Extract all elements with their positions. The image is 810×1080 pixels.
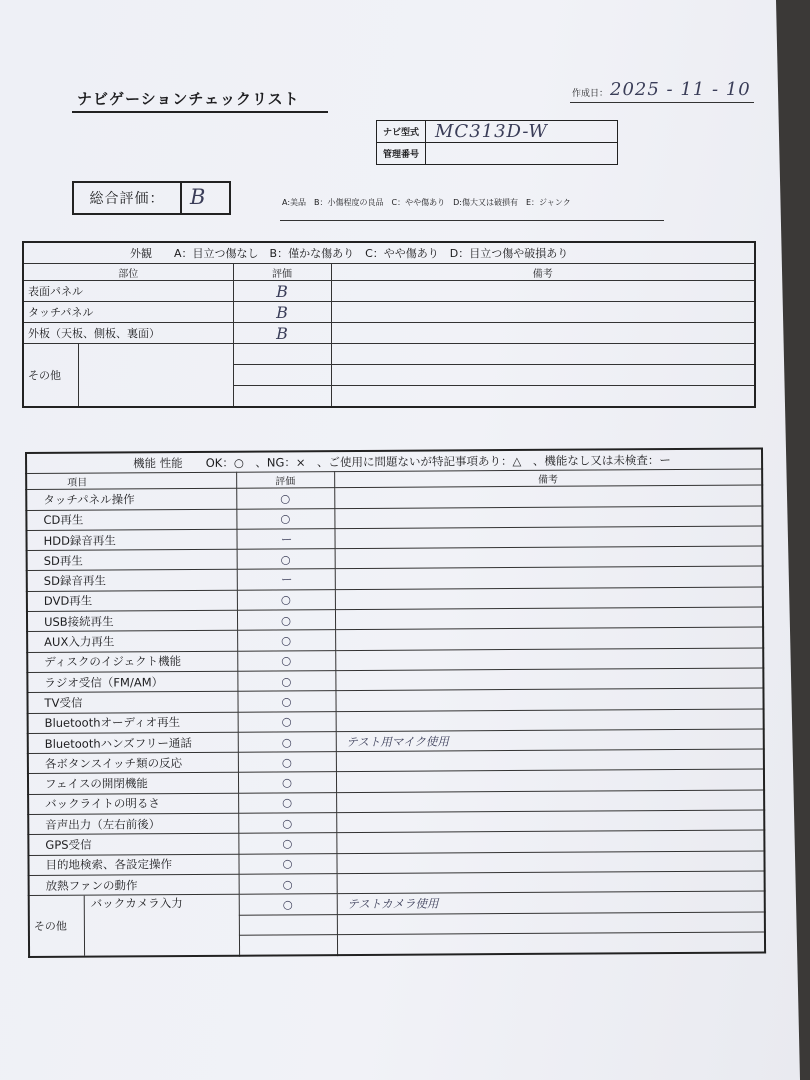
exterior-section-title: 外観 A：目立つ傷なし B：僅かな傷あり C：やや傷あり D：目立つ傷や破損あり [23,242,755,264]
exterior-table [22,241,756,408]
row-note [337,932,765,955]
row-item: GPS受信 [28,834,238,856]
table-row [23,323,755,344]
row-eval: ○ [237,650,335,671]
row-note [335,688,763,711]
row-eval: ○ [237,630,335,651]
overall-rating-label: 総合評価： [74,183,182,213]
row-eval: ○ [238,792,336,813]
row-item: TV受信 [27,691,237,713]
col-header-eval: 評価 [236,472,334,489]
col-header-part: 部位 [23,264,233,281]
row-note [331,365,755,386]
row-note [335,566,763,589]
page-title: ナビゲーションチェックリスト [77,90,300,108]
row-note [337,871,765,894]
row-eval: ○ [238,833,336,854]
row-item: Bluetoothオーディオ再生 [28,712,238,734]
row-note [331,323,755,344]
legend-underline [280,220,664,221]
row-item: USB接続再生 [27,610,237,632]
date-label: 作成日： [572,89,609,99]
col-header-note: 備考 [334,469,762,488]
row-item: ディスクのイジェクト機能 [27,651,237,673]
row-item: SD再生 [27,549,237,571]
row-note [334,526,762,549]
row-note: テスト用マイク使用 [336,729,764,752]
function-other-label: その他 [33,919,67,934]
row-note [331,302,755,323]
row-item: 外板（天板、側板、裏面） [23,323,233,344]
row-item: SD録音再生 [27,570,237,592]
function-other-cell [29,894,239,957]
row-eval [233,344,331,365]
row-note [331,386,755,408]
row-item: 目的地検索、各設定操作 [28,854,238,876]
col-header-eval: 評価 [233,264,331,281]
management-number-label: 管理番号 [377,143,426,164]
function-section-title: 機能 性能 OK：○ 、NG：× 、ご使用に問題ないが特記事項あり：△ 、機能なし又は未検査：ー [26,448,762,473]
row-item: 各ボタンスイッチ類の反応 [28,752,238,774]
model-type-label: ナビ型式 [377,121,426,142]
row-item: ラジオ受信（FM/AM） [27,671,237,693]
row-eval: ○ [238,711,336,732]
date-underline [570,102,754,103]
row-eval: ○ [238,772,336,793]
row-note [337,912,765,935]
function-table [25,447,766,958]
model-info-box [376,120,618,165]
row-eval [239,934,337,955]
row-note [334,506,762,529]
row-note [335,627,763,650]
col-header-note: 備考 [331,264,755,281]
row-note [335,668,763,691]
row-note [336,851,764,874]
row-eval: ○ [237,610,335,631]
row-eval: ○ [237,549,335,570]
row-eval: ○ [238,853,336,874]
row-note [336,749,764,772]
row-item: DVD再生 [27,590,237,612]
row-item: HDD録音再生 [26,529,236,551]
row-note [336,709,764,732]
row-item: 音声出力（左右前後） [28,813,238,835]
row-item: 放熱ファンの動作 [29,874,239,896]
row-eval: B [233,281,331,302]
table-row [23,281,755,302]
overall-rating-box [72,181,231,215]
row-eval: ○ [238,731,336,752]
row-item: AUX入力再生 [27,631,237,653]
row-eval [233,386,331,408]
rating-legend: A:美品 B：小傷程度の良品 C：やや傷あり D:傷大又は破損有 E：ジャンク [282,198,571,207]
row-eval [233,365,331,386]
row-eval: ー [236,529,334,550]
row-item: 表面パネル [23,281,233,302]
row-item: CD再生 [26,509,236,531]
row-eval: ー [237,569,335,590]
row-item: バックライトの明るさ [28,793,238,815]
row-note [336,810,764,833]
row-item: タッチパネル操作 [26,489,236,511]
row-item: フェイスの開閉機能 [28,773,238,795]
title-underline [72,111,328,113]
date-value: 2025 - 11 - 10 [610,79,751,100]
row-note [335,648,763,671]
row-eval: ○ [237,691,335,712]
exterior-other-cell [23,344,233,408]
table-row [23,302,755,323]
row-item: Bluetoothハンズフリー通話 [28,732,238,754]
row-eval: B [233,302,331,323]
row-eval [239,914,337,935]
model-type-value: MC313D-W [435,121,548,142]
overall-rating-value: B [190,185,206,209]
row-note [334,485,762,508]
row-note [336,790,764,813]
row-eval: ○ [238,813,336,834]
row-eval: ○ [239,874,337,895]
row-note [331,344,755,365]
row-eval: ○ [239,894,337,915]
other-item-handwritten: バックカメラ入力 [84,895,239,956]
row-eval: ○ [237,589,335,610]
row-item: タッチパネル [23,302,233,323]
row-eval: ○ [238,752,336,773]
row-note [336,769,764,792]
col-header-item: 項目 [26,473,236,490]
row-note [335,546,763,569]
row-note [331,281,755,302]
row-eval: ○ [236,488,334,509]
row-eval: ○ [237,671,335,692]
row-note [335,587,763,610]
row-eval: ○ [236,508,334,529]
row-eval: B [233,323,331,344]
row-note [336,830,764,853]
row-note [335,607,763,630]
exterior-other-label: その他 [28,369,61,382]
row-note: テストカメラ使用 [337,891,765,914]
